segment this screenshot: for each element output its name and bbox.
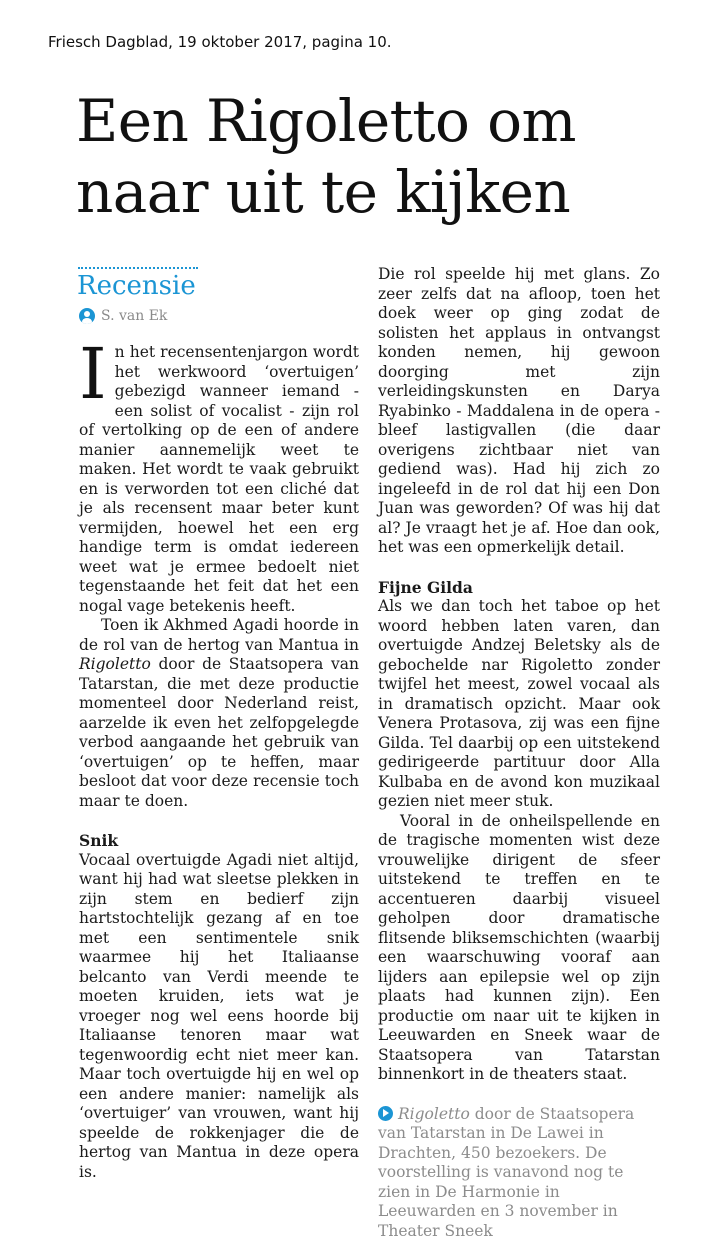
paragraph-snik: Vocaal overtuigde Agadi niet altijd, want hij had wat sleetse plekken in zijn stem en bedierf zijn hartstochtelijk gezang af en toe met een sentimentele snik waarmee hij het Italiaanse belcanto van Verdi meende te moeten kruiden, iets wat je vroeger nog wel eens hoorde bij Italiaanse tenoren maar wat tegenwoordig echt niet meer kan. Maar toch overtuigde hij en wel op een andere manier: namelijk als ‘overtuiger’ van vrouwen, want hij speelde de rokkenjager die de hertog van Mantua in deze opera is. (79, 851, 359, 1183)
paragraph-text: Toen ik Akhmed Agadi hoorde in de rol van de hertog van Mantua in (79, 616, 359, 654)
section-label: Recensie (77, 271, 196, 301)
opera-title: Rigoletto (79, 655, 151, 673)
performance-info (378, 1105, 660, 1241)
intro-text: n het recensentenjargon wordt het werkwoord ‘overtuigen’ gebezigd wanneer iemand - een solist of vocalist - zijn rol of vertolking op de een of andere manier aannemelijk weet te maken. Het wordt te vaak gebruikt en is verworden tot een cliché dat je als recensent maar beter kunt vermijden, hoewel het een erg handige term is omdat iedereen weet wat je ermee bedoelt niet tegenstaande het feit dat het een nogal vage betekenis heeft. (79, 343, 359, 615)
paragraph-text: door de Staatsopera van Tatarstan, die met deze productie momenteel door Nederland reist, aarzelde ik even het zelfopgelegde verbod aangaande het gebruik van ‘overtuigen’ op te heffen, maar besloot dat voor deze recensie toch maar te doen. (79, 655, 359, 810)
subheading-fijne-gilda: Fijne Gilda (378, 578, 660, 598)
paragraph-glans: Die rol speelde hij met glans. Zo zeer zelfs dat na afloop, toen het doek weer op ging zodat de solisten het applaus in ontvangst konden nemen, hij gewoon doorging met zijn verleidingskunsten en Darya Ryabinko - Maddalena in de opera - bleef lastigvallen (die daar overigens zichtbaar niet van gediend was). Had hij zich zo ingeleefd in de rol dat hij een Don Juan was geworden? Of was hij dat al? Je vraagt het je af. Hoe dan ook, het was een opmerkelijk detail. (378, 265, 660, 558)
section-divider (78, 267, 198, 269)
intro-paragraph (79, 343, 359, 616)
paragraph-agadi (79, 616, 359, 811)
play-icon (378, 1106, 393, 1121)
byline (79, 308, 167, 324)
drop-cap: I (79, 345, 107, 403)
paragraph-gilda: Als we dan toch het taboe op het woord hebben laten varen, dan overtuigde Andzej Beletsky als de gebochelde nar Rigoletto zonder twijfel het meest, zowel vocaal als in dramatisch opzicht. Maar ook Venera Protasova, zij was een fijne Gilda. Tel daarbij op een uitstekend gedirigeerde partituur door Alla Kulbaba en de avond kon muzikaal gezien niet meer stuk. (378, 597, 660, 812)
source-line: Friesch Dagblad, 19 oktober 2017, pagina 10. (48, 33, 392, 51)
subheading-snik: Snik (79, 831, 359, 851)
info-text: door de Staatsopera van Tatarstan in De Lawei in Drachten, 450 bezoekers. De voorstelling is vanavond nog te zien in De Harmonie in Leeuwarden en 3 november in Theater Sneek (378, 1105, 634, 1240)
info-opera-title: Rigoletto (398, 1105, 470, 1123)
headline: Een Rigoletto om naar uit te kijken (76, 86, 696, 228)
author-name: S. van Ek (101, 308, 167, 324)
author-icon (79, 308, 95, 324)
article-column-left (79, 343, 359, 1182)
article-column-right (378, 265, 660, 1241)
paragraph-dirigent: Vooral in de onheilspellende en de tragische momenten wist deze vrouwelijke dirigent de sfeer uitstekend te treffen en te accentueren daarbij visueel geholpen door dramatische flitsende bliksemschichten (waarbij een waarschuwing vooraf aan lijders aan epilepsie wel op zijn plaats had kunnen zijn). Een productie om naar uit te kijken in Leeuwarden en Sneek waar de Staatsopera van Tatarstan binnenkort in de theaters staat. (378, 812, 660, 1085)
